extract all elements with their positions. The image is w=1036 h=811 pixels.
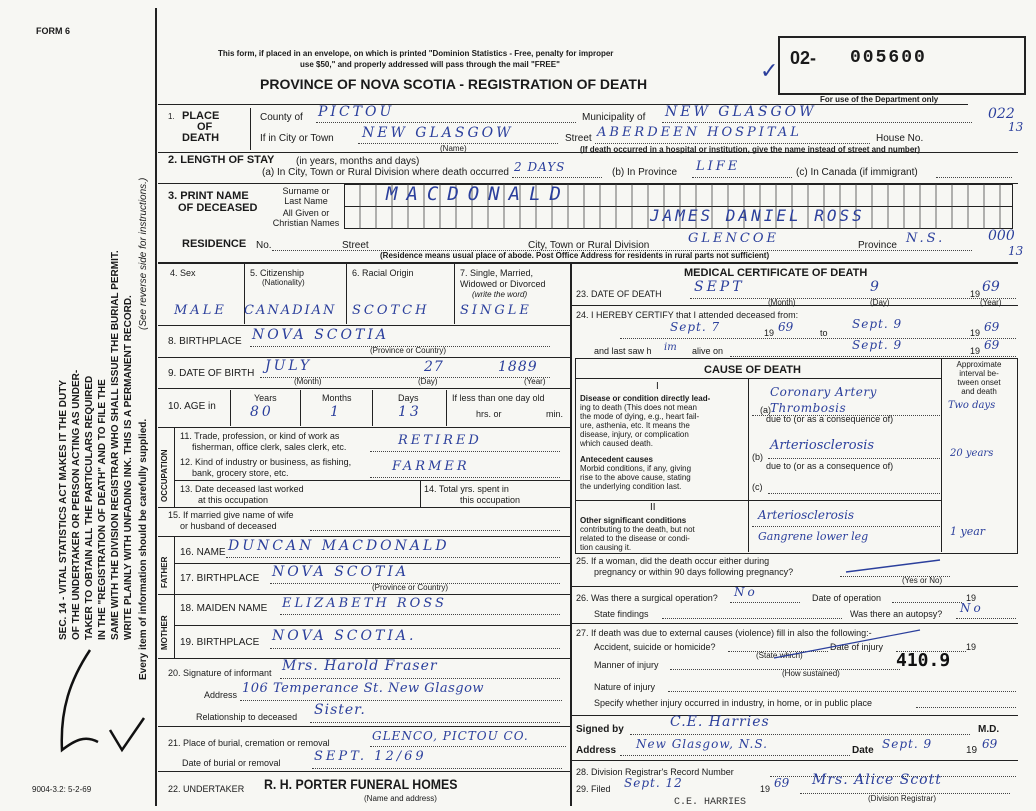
dod-year-caption: (Year) (980, 298, 1002, 307)
attended-to-label: to (820, 328, 828, 338)
instructions-line-2: OF THE UNDERTAKER OR PERSON ACTING AS UNDER- (71, 369, 82, 640)
last-seen-label: and last saw h (594, 346, 652, 356)
father-birthplace-label: 17. BIRTHPLACE (180, 573, 260, 584)
instructions-line-7: Every item of information should be carefully supplied. (138, 418, 149, 680)
sex-label: 4. Sex (170, 268, 196, 278)
attended-from-year: 69 (778, 320, 794, 334)
attended-from-value: Sept. 7 (670, 320, 721, 334)
date-of-death-label: 23. DATE OF DEATH (576, 289, 662, 299)
form-number: FORM 6 (36, 26, 71, 36)
dob-year-caption: (Year) (524, 377, 546, 386)
dob-year-value: 1889 (498, 359, 538, 375)
municipality-value: NEW GLASGOW (665, 104, 817, 120)
residence-note: (Residence means usual place of abode. Post Office Address for residents in rural parts not sufficient) (380, 251, 770, 260)
cause-b-interval: 20 years (950, 448, 994, 459)
filed-year: 69 (774, 776, 790, 790)
under-day-label: If less than one day old (452, 393, 545, 403)
autopsy-label: Was there an autopsy? (850, 609, 943, 619)
surname-value: MACDONALD (386, 183, 570, 205)
age-months-value: 1 (330, 404, 342, 420)
name-caption: (Name) (440, 144, 467, 153)
disease-label-2: ing to death (This does not mean (580, 403, 697, 412)
dod-month-caption: (Month) (768, 298, 796, 307)
age-years-value: 80 (250, 404, 274, 420)
filed-year-prefix: 19 (760, 784, 771, 794)
mother-maiden-name-value: ELIZABETH ROSS (282, 596, 447, 611)
city-value: NEW GLASGOW (362, 125, 514, 141)
signature-date-value: Sept. 9 (882, 737, 933, 751)
injury-date-label: Date of injury (830, 642, 884, 652)
street-value: ABERDEEN HOSPITAL (597, 125, 802, 140)
birthplace-caption: (Province or Country) (370, 346, 447, 355)
form-title: PROVINCE OF NOVA SCOTIA - REGISTRATION OF DEATH (260, 76, 648, 92)
registrar-signature: Mrs. Alice Scott (812, 772, 942, 788)
registration-prefix: 02- (790, 48, 817, 68)
dob-day-value: 27 (424, 359, 444, 375)
due-to-label: due to (or as a consequence of) (766, 414, 894, 424)
relationship-value: Sister. (314, 702, 366, 718)
citizenship-value: CANADIAN (244, 303, 337, 318)
occupation-side-label: OCCUPATION (160, 449, 169, 502)
burial-place-value: GLENCO, PICTOU CO. (372, 729, 529, 743)
registration-number: 005600 (850, 48, 927, 68)
citizenship-sub-label: (Nationality) (262, 278, 305, 287)
stay-city-value: 2 DAYS (514, 160, 566, 174)
disease-label: Disease or condition directly lead- (580, 394, 711, 403)
father-birthplace-value: NOVA SCOTIA (272, 564, 409, 580)
residence-province-label: Province (858, 240, 897, 251)
antecedent-label-3: rise to the above cause, stating (580, 473, 691, 482)
industry-label: 12. Kind of industry or business, as fishing, (180, 457, 352, 467)
signature-year-prefix: 19 (966, 745, 978, 756)
county-label: County of (260, 112, 303, 123)
father-birthplace-caption: (Province or Country) (372, 583, 449, 592)
dob-month-value: JULY (265, 358, 313, 374)
pregnancy-label-2: pregnancy or within 90 days following pregnancy? (594, 567, 794, 577)
interval-header-2: interval be- (959, 369, 999, 378)
surname-label: Surname or (282, 186, 330, 196)
disease-label-6: which caused death. (580, 439, 653, 448)
father-side-label: FATHER (160, 556, 169, 588)
medical-certificate-title: MEDICAL CERTIFICATE OF DEATH (684, 267, 868, 279)
department-code-1: 022 (988, 106, 1015, 122)
autopsy-value: No (960, 601, 984, 615)
age-months-label: Months (322, 393, 352, 403)
cause-b-value: Arteriosclerosis (770, 438, 875, 453)
clerk-signature-mark (40, 640, 150, 770)
disease-label-4: ure, asthenia, etc. It means the (580, 421, 690, 430)
hospital-note: (If death occurred in a hospital or institution, give the name instead of street and number) (580, 145, 921, 154)
mother-birthplace-label: 19. BIRTHPLACE (180, 637, 260, 648)
marital-label-3: (write the word) (472, 290, 528, 299)
spouse-label: 15. If married give name of wife (168, 510, 294, 520)
instructions-line-6: WRITE PLAINLY WITH UNFADING INK. THIS IS A PERMANENT RECORD. (123, 295, 134, 640)
municipality-label: Municipality of (582, 112, 646, 123)
instructions-line-8: (See reverse side for instructions.) (138, 177, 149, 330)
trade-label-2: fisherman, office clerk, sales clerk, etc. (192, 442, 347, 452)
cause-a-interval: Two days (948, 400, 996, 411)
city-label: If in City or Town (260, 133, 334, 144)
part-one-label: I (656, 381, 659, 392)
instructions-line-5: SAME WITH THE DIVISION REGISTRAR WHO SHALL ISSUE THE BURIAL PERMIT. (110, 250, 121, 640)
alive-on-year: 69 (984, 338, 1000, 352)
operation-date-label: Date of operation (812, 593, 882, 603)
house-number-label: House No. (876, 133, 924, 144)
interval-header-3: tween onset (957, 378, 1001, 387)
birthplace-label: 8. BIRTHPLACE (168, 336, 242, 347)
undertaker-label: 22. UNDERTAKER (168, 784, 245, 794)
print-name-label: 3. PRINT NAME (168, 190, 249, 202)
mail-notice-2: use $50," and properly addressed will pass through the mail "FREE" (300, 60, 560, 69)
manner-caption: (How sustained) (782, 669, 840, 678)
certify-label: 24. I HEREBY CERTIFY that I attended deceased from: (576, 310, 799, 320)
filed-label: 29. Filed (576, 784, 611, 794)
place-of-death-label-2: OF (197, 121, 213, 133)
left-margin-rule (155, 8, 157, 806)
accident-label: Accident, suicide or homicide? (594, 642, 716, 652)
dod-year-value: 69 (982, 279, 1000, 295)
findings-label: State findings (594, 609, 649, 619)
undertaker-value: R. H. PORTER FUNERAL HOMES (264, 776, 458, 792)
department-code-2: 13 (1008, 120, 1024, 134)
marital-value: SINGLE (460, 303, 532, 318)
instructions-line-4: IN THE "REGISTRATION OF DEATH" AND TO FILE THE (97, 379, 108, 640)
birthplace-value: NOVA SCOTIA (252, 327, 389, 343)
stay-canada-label: (c) In Canada (if immigrant) (796, 167, 918, 178)
dod-day-caption: (Day) (870, 298, 890, 307)
street-label: Street (565, 133, 592, 144)
trade-value: RETIRED (398, 433, 482, 448)
age-days-label: Days (398, 393, 419, 403)
length-of-stay-note: (in years, months and days) (296, 156, 420, 167)
other-condition-1: Arteriosclerosis (758, 508, 855, 522)
mother-maiden-name-label: 18. MAIDEN NAME (180, 603, 268, 614)
surgery-value: No (734, 585, 758, 599)
racial-origin-label: 6. Racial Origin (352, 268, 414, 278)
md-label: M.D. (978, 724, 1000, 735)
nature-of-injury-label: Nature of injury (594, 682, 656, 692)
place-of-death-label: PLACE (182, 110, 220, 122)
department-code-4: 13 (1008, 244, 1024, 258)
part-two-label: II (650, 502, 656, 513)
other-condition-2: Gangrene lower leg (758, 530, 869, 543)
informant-address-value: 106 Temperance St. New Glasgow (242, 681, 485, 696)
last-worked-label-2: at this occupation (198, 495, 269, 505)
relationship-label: Relationship to deceased (196, 712, 298, 722)
citizenship-label: 5. Citizenship (250, 268, 305, 278)
surname-label-2: Last Name (284, 196, 328, 206)
place-of-death-label-3: DEATH (182, 132, 220, 144)
marital-label-2: Widowed or Divorced (460, 279, 546, 289)
dod-month-value: SEPT (694, 279, 745, 295)
operation-year-prefix: 19 (966, 593, 977, 603)
residence-city-label: City, Town or Rural Division (528, 240, 650, 251)
residence-no-label: No. (256, 240, 272, 251)
antecedent-label: Antecedent causes (580, 455, 653, 464)
residence-street-label: Street (342, 240, 369, 251)
residence-province-value: N.S. (906, 231, 946, 246)
other-conditions-label-3: related to the disease or condi- (580, 534, 690, 543)
informant-signature-value: Mrs. Harold Fraser (282, 658, 438, 674)
interval-header-4: and death (961, 387, 997, 396)
department-code-3: 000 (988, 228, 1015, 244)
last-seen-pronoun: im (664, 342, 677, 353)
disease-label-5: disease, injury, or complication (580, 430, 689, 439)
marital-label: 7. Single, Married, (460, 268, 534, 278)
print-name-label-2: OF DECEASED (178, 202, 258, 214)
age-label: 10. AGE in (168, 401, 216, 412)
attended-to-year-prefix: 19 (970, 328, 981, 338)
other-conditions-label: Other significant conditions (580, 516, 687, 525)
disease-label-3: the mode of dying, e.g., heart fail- (580, 412, 700, 421)
dob-day-caption: (Day) (418, 377, 438, 386)
manner-of-injury-label: Manner of injury (594, 660, 659, 670)
informant-address-label: Address (204, 690, 238, 700)
cause-c-label: (c) (752, 482, 763, 492)
sex-value: MALE (174, 303, 227, 318)
cause-a-label: (a) (760, 405, 771, 415)
section-1-number: 1. (168, 112, 175, 121)
check-mark-icon: ✓ (760, 58, 779, 83)
mother-side-label: MOTHER (160, 615, 169, 650)
dob-month-caption: (Month) (294, 377, 322, 386)
industry-location-label: Specify whether injury occurred in industry, in home, or in public place (594, 698, 872, 708)
burial-place-label: 21. Place of burial, cremation or removal (168, 738, 330, 748)
father-name-value: DUNCAN MACDONALD (228, 538, 450, 554)
physician-signature: C.E. Harries (670, 714, 770, 730)
residence-label: RESIDENCE (182, 238, 247, 250)
industry-value: FARMER (392, 459, 470, 474)
given-names-label: All Given or (282, 208, 330, 218)
cause-b-label: (b) (752, 452, 763, 462)
total-years-label-2: this occupation (460, 495, 521, 505)
dod-day-value: 9 (870, 279, 882, 295)
date-of-birth-label: 9. DATE OF BIRTH (168, 368, 255, 379)
antecedent-label-2: Morbid conditions, if any, giving (580, 464, 692, 473)
burial-date-value: SEPT. 12/69 (314, 749, 427, 764)
signature-date-label: Date (852, 745, 874, 756)
stay-city-label: (a) In City, Town or Rural Division where death occurred (262, 167, 509, 178)
attended-to-value: Sept. 9 (852, 317, 903, 331)
attended-to-year: 69 (984, 320, 1000, 334)
given-names-value: JAMES DANIEL ROSS (650, 206, 865, 225)
stay-province-value: LIFE (696, 159, 741, 174)
length-of-stay-label: 2. LENGTH OF STAY (168, 154, 275, 166)
mother-birthplace-value: NOVA SCOTIA. (272, 628, 417, 644)
stay-province-label: (b) In Province (612, 167, 678, 178)
registrar-record-label: 28. Division Registrar's Record Number (576, 767, 734, 777)
residence-city-value: GLENCOE (688, 231, 779, 246)
instructions-line-3: TAKER TO OBTAIN ALL THE PARTICULARS REQUIRED (84, 375, 95, 640)
father-name-label: 16. NAME (180, 547, 226, 558)
last-worked-label: 13. Date deceased last worked (180, 484, 304, 494)
interval-header: Approximate (956, 360, 1002, 369)
attended-from-year-prefix: 19 (764, 328, 775, 338)
antecedent-label-4: the underlying condition last. (580, 482, 682, 491)
pregnancy-strike-mark (840, 556, 950, 578)
cause-a-value: Coronary Artery Thrombosis (770, 385, 877, 415)
alive-on-value: Sept. 9 (852, 338, 903, 352)
physician-address-value: New Glasgow, N.S. (636, 737, 768, 751)
mail-notice: This form, if placed in an envelope, on which is printed "Dominion Statistics - Free, penalty for improper (218, 49, 614, 58)
age-hours-label: hrs. or (476, 409, 502, 419)
county-value: PICTOU (318, 104, 395, 120)
filed-date-value: Sept. 12 (624, 776, 683, 790)
undertaker-caption: (Name and address) (364, 794, 437, 803)
age-days-value: 13 (398, 404, 422, 420)
other-condition-interval: 1 year (950, 525, 986, 538)
department-use-label: For use of the Department only (820, 95, 939, 104)
age-years-label: Years (254, 393, 277, 403)
signed-by-label: Signed by (576, 724, 624, 735)
informant-signature-label: 20. Signature of informant (168, 668, 272, 678)
cause-of-death-header: CAUSE OF DEATH (704, 364, 801, 376)
racial-origin-value: SCOTCH (352, 303, 430, 318)
surgery-label: 26. Was there a surgical operation? (576, 593, 718, 603)
pregnancy-label: 25. If a woman, did the death occur either during (576, 556, 770, 566)
total-years-label: 14. Total yrs. spent in (424, 484, 509, 494)
column-divider (570, 262, 572, 806)
spouse-label-2: or husband of deceased (180, 521, 277, 531)
age-minutes-label: min. (546, 409, 564, 419)
physician-address-label: Address (576, 745, 617, 756)
due-to-label-2: due to (or as a consequence of) (766, 461, 894, 471)
dod-year-prefix: 19 (970, 289, 981, 299)
accident-caption: (State which) (756, 651, 803, 660)
physician-stamp: C.E. HARRIES (674, 797, 747, 808)
registrar-caption: (Division Registrar) (868, 794, 937, 803)
alive-on-year-prefix: 19 (970, 346, 981, 356)
alive-on-label: alive on (692, 346, 724, 356)
trade-label: 11. Trade, profession, or kind of work as (180, 431, 340, 441)
external-causes-label: 27. If death was due to external causes (violence) fill in also the following:- (576, 628, 872, 638)
instructions-line-1: SEC. 14 - VITAL STATISTICS ACT MAKES IT THE DUTY (58, 379, 69, 640)
signature-year: 69 (982, 737, 998, 751)
injury-year-prefix: 19 (966, 642, 977, 652)
pregnancy-caption: (Yes or No) (902, 576, 943, 585)
given-names-label-2: Christian Names (272, 218, 340, 228)
form-print-code: 9004-3.2: 5-2-69 (32, 785, 92, 794)
other-conditions-label-2: contributing to the death, but not (580, 525, 695, 534)
other-conditions-label-4: tion causing it. (580, 543, 632, 552)
burial-date-label: Date of burial or removal (182, 758, 281, 768)
industry-label-2: bank, grocery store, etc. (192, 468, 289, 478)
classification-code: 410.9 (896, 650, 951, 671)
